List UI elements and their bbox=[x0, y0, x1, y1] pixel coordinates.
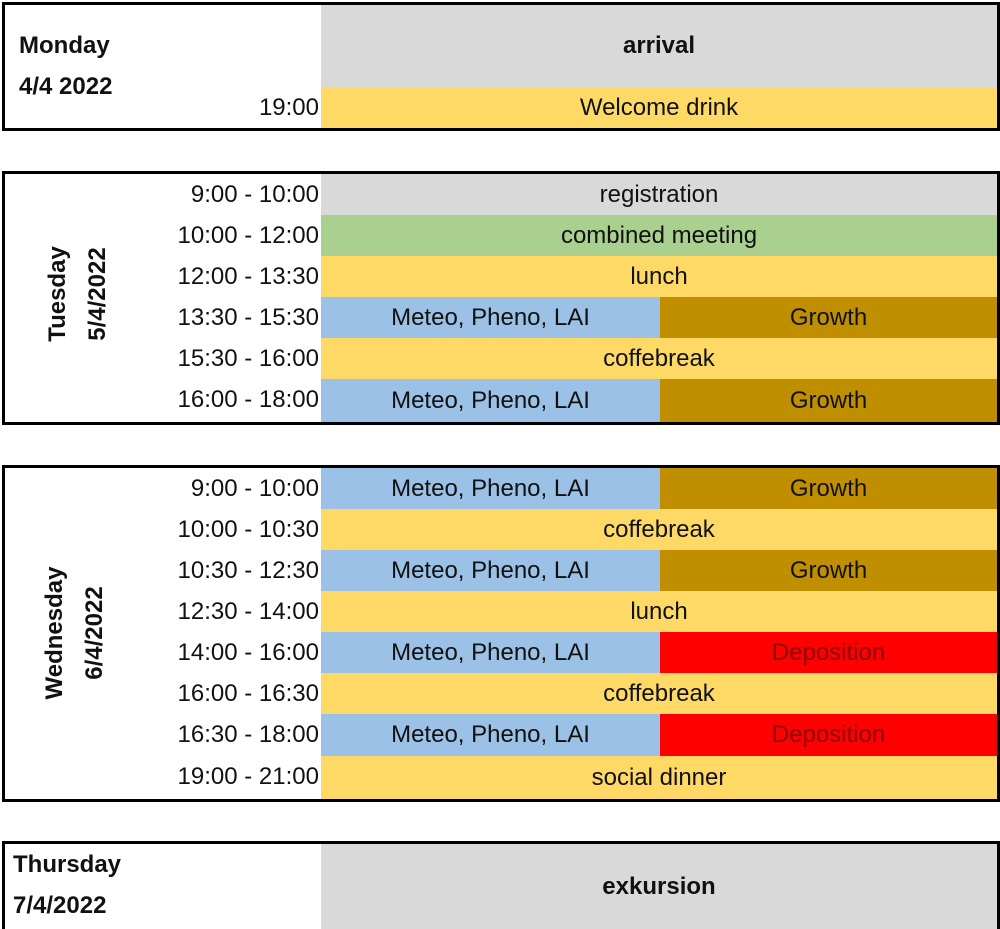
tuesday-time-2: 10:00 - 12:00 bbox=[177, 221, 319, 249]
wednesday-time-8: 19:00 - 21:00 bbox=[177, 762, 319, 790]
tuesday-time-6: 16:00 - 18:00 bbox=[177, 385, 319, 413]
monday-date-label: 4/4 2022 bbox=[19, 73, 113, 100]
tuesday-time-3: 12:00 - 13:30 bbox=[177, 262, 319, 290]
wednesday-right-7: Deposition bbox=[660, 714, 997, 756]
wednesday-day-label: Wednesday bbox=[41, 566, 68, 700]
tuesday-event-3: lunch bbox=[321, 256, 997, 297]
tuesday-event-5: coffebreak bbox=[321, 338, 997, 379]
tuesday-time-1: 9:00 - 10:00 bbox=[190, 180, 319, 208]
tuesday-time-4: 13:30 - 15:30 bbox=[177, 303, 319, 331]
tuesday-right-4: Growth bbox=[660, 297, 997, 338]
monday-block bbox=[2, 2, 1000, 131]
wednesday-time-1: 9:00 - 10:00 bbox=[190, 474, 319, 502]
tuesday-event-2: combined meeting bbox=[321, 215, 997, 256]
wednesday-left-7: Meteo, Pheno, LAI bbox=[321, 714, 660, 756]
wednesday-block bbox=[2, 465, 1000, 802]
wednesday-time-3: 10:30 - 12:30 bbox=[177, 556, 319, 584]
tuesday-block bbox=[2, 171, 1000, 425]
wednesday-left-3: Meteo, Pheno, LAI bbox=[321, 550, 660, 591]
wednesday-event-2: coffebreak bbox=[321, 509, 997, 550]
wednesday-time-5: 14:00 - 16:00 bbox=[177, 638, 319, 666]
thursday-date-label: 7/4/2022 bbox=[13, 892, 107, 919]
wednesday-date-label: 6/4/2022 bbox=[81, 586, 108, 680]
tuesday-date-label: 5/4/2022 bbox=[84, 247, 111, 341]
tuesday-time-5: 15:30 - 16:00 bbox=[177, 344, 319, 372]
wednesday-time-7: 16:30 - 18:00 bbox=[177, 720, 319, 748]
thursday-block bbox=[2, 841, 1000, 929]
thursday-exkursion-cell: exkursion bbox=[321, 844, 997, 929]
monday-arrival-cell: arrival bbox=[321, 5, 997, 87]
wednesday-right-3: Growth bbox=[660, 550, 997, 591]
wednesday-time-2: 10:00 - 10:30 bbox=[177, 515, 319, 543]
wednesday-right-5: Deposition bbox=[660, 632, 997, 673]
tuesday-day-label: Tuesday bbox=[44, 246, 71, 342]
tuesday-right-6: Growth bbox=[660, 379, 997, 422]
wednesday-event-6: coffebreak bbox=[321, 673, 997, 714]
wednesday-left-1: Meteo, Pheno, LAI bbox=[321, 468, 660, 509]
wednesday-left-5: Meteo, Pheno, LAI bbox=[321, 632, 660, 673]
tuesday-left-4: Meteo, Pheno, LAI bbox=[321, 297, 660, 338]
wednesday-right-1: Growth bbox=[660, 468, 997, 509]
tuesday-left-6: Meteo, Pheno, LAI bbox=[321, 379, 660, 422]
thursday-day-label: Thursday bbox=[13, 851, 122, 878]
wednesday-event-8: social dinner bbox=[321, 756, 997, 799]
monday-day-label: Monday bbox=[19, 32, 110, 59]
tuesday-event-1: registration bbox=[321, 174, 997, 215]
wednesday-event-4: lunch bbox=[321, 591, 997, 632]
monday-welcome-cell: Welcome drink bbox=[321, 87, 997, 128]
monday-time: 19:00 bbox=[258, 93, 319, 121]
wednesday-time-6: 16:00 - 16:30 bbox=[177, 679, 319, 707]
wednesday-time-4: 12:30 - 14:00 bbox=[177, 597, 319, 625]
